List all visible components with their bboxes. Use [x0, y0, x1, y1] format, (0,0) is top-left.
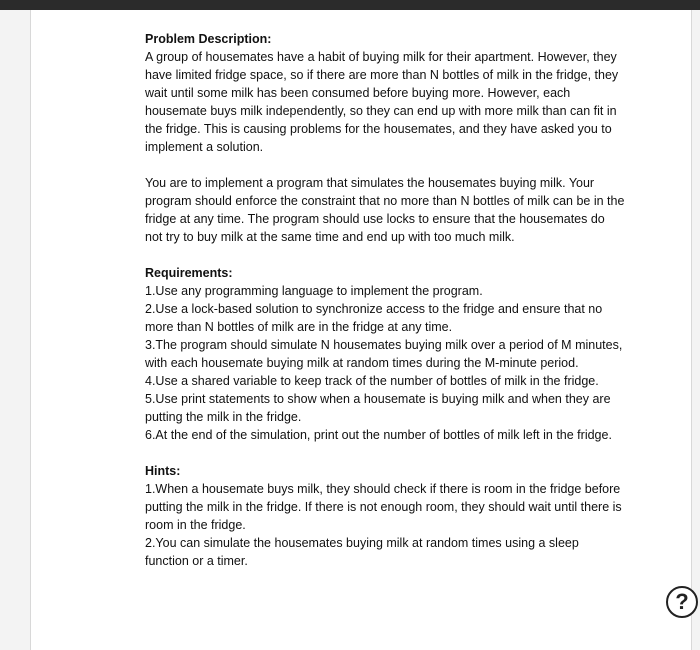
requirement-item: 2.Use a lock-based solution to synchronize access to the fridge and ensure that no more than N bottles of milk are in the fridge at any time. [145, 302, 603, 334]
problem-description-heading: Problem Description: [145, 32, 272, 46]
requirement-item: 4.Use a shared variable to keep track of the number of bottles of milk in the fridge. [145, 374, 599, 388]
requirements-heading: Requirements: [145, 266, 233, 280]
document-page [30, 10, 692, 650]
document-content [145, 30, 625, 570]
top-toolbar-strip [0, 0, 700, 10]
requirement-item: 3.The program should simulate N housemates buying milk over a period of M minutes, with each housemate buying milk at random times during the M-minute period. [145, 338, 623, 370]
problem-paragraph-2: You are to implement a program that simulates the housemates buying milk. Your program should enforce the constraint that no more than N bottles of milk can be in the fridge at any time. The program should use locks to ensure that the housemates do not try to buy milk at the same time and end up with too much milk. [145, 176, 625, 244]
help-button[interactable] [666, 586, 698, 618]
requirement-item: 5.Use print statements to show when a housemate is buying milk and when they are putting the milk in the fridge. [145, 392, 611, 424]
hint-item: 2.You can simulate the housemates buying milk at random times using a sleep function or a timer. [145, 536, 579, 568]
problem-paragraph-1: A group of housemates have a habit of buying milk for their apartment. However, they have limited fridge space, so if there are more than N bottles of milk in the fridge, they wait until some milk has been consumed before buying more. However, each housemate buys milk independently, so they can end up with more milk than can fit in the fridge. This is causing problems for the housemates, and they have asked you to implement a solution. [145, 50, 619, 154]
hint-item: 1.When a housemate buys milk, they should check if there is room in the fridge before putting the milk in the fridge. If there is not enough room, they should wait until there is room in the fridge. [145, 482, 622, 532]
requirement-item: 1.Use any programming language to implement the program. [145, 284, 483, 298]
requirement-item: 6.At the end of the simulation, print out the number of bottles of milk left in the fridge. [145, 428, 612, 442]
hints-heading: Hints: [145, 464, 181, 478]
help-icon: ? [675, 589, 689, 614]
